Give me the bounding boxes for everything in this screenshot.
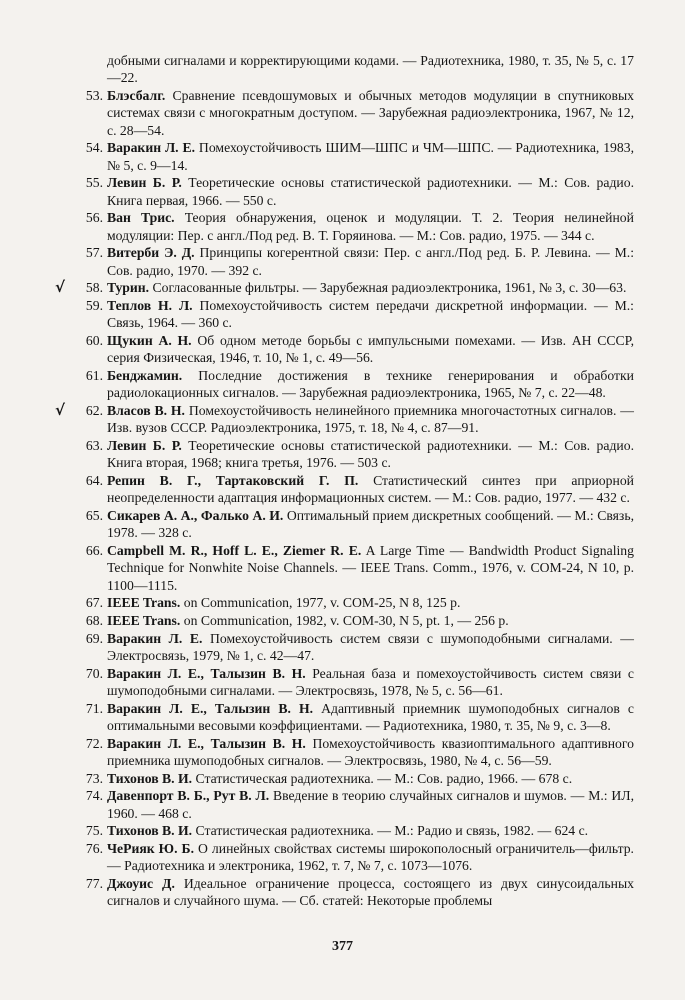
reference-item bbox=[85, 297, 634, 332]
reference-item bbox=[85, 507, 634, 542]
reference-item bbox=[55, 401, 634, 437]
reference-text: О линейных свойствах системы широкополосный ограничитель—фильтр. — Радиотехника и электроника, 1962, т. 7, № 7, с. 1073—1076. bbox=[107, 840, 634, 874]
reference-number: 67. bbox=[85, 595, 103, 611]
reference-author: Сикарев А. А., Фалько А. И. bbox=[107, 508, 284, 523]
reference-number: 74. bbox=[85, 788, 103, 804]
reference-number: 70. bbox=[85, 665, 103, 681]
reference-continuation bbox=[107, 52, 634, 87]
reference-text: on Communication, 1982, v. COM-30, N 5, pt. 1, — 256 p. bbox=[180, 613, 509, 628]
reference-item bbox=[85, 875, 634, 910]
reference-item bbox=[85, 174, 634, 209]
reference-item bbox=[85, 700, 634, 735]
reference-author: Джоуис Д. bbox=[107, 875, 175, 891]
reference-text: Помехоустойчивость систем связи с шумоподобными сигналами. — Электросвязь, 1979, № 1, с. 42—47. bbox=[107, 630, 634, 663]
reference-author: ЧеРияк Ю. Б. bbox=[107, 840, 194, 856]
reference-item bbox=[85, 594, 634, 611]
reference-author: Campbell M. R., Hoff L. E., Ziemer R. E. bbox=[107, 543, 362, 558]
reference-author: Левин Б. Р. bbox=[107, 175, 182, 191]
reference-item bbox=[85, 665, 634, 700]
reference-number: 62. bbox=[85, 403, 103, 418]
reference-number: 58. bbox=[85, 280, 103, 296]
reference-list bbox=[0, 52, 685, 910]
reference-number: 63. bbox=[85, 438, 103, 453]
reference-author: Варакин Л. Е., Талызин В. Н. bbox=[107, 700, 314, 716]
reference-author: Тихонов В. И. bbox=[107, 823, 193, 839]
reference-text: Статистический синтез при априорной неопределенности адаптация информационных систем. — М.: Сов. радио, 1977. — 432 с. bbox=[107, 473, 634, 506]
reference-text: A Large Time — Bandwidth Product Signaling Technique for Nonwhite Noise Channels. — IEEE Trans. Comm., 1976, v. COM-24, N 10, p. 1100—1115. bbox=[107, 543, 634, 593]
reference-item bbox=[85, 87, 634, 139]
page-number: 377 bbox=[332, 939, 353, 954]
reference-text: Сравнение псевдошумовых и обычных методов модуляции в спутниковых системах связи с многократным доступом. — Зарубежная радиоэлектроника, 1967, № 12, с. 28—54. bbox=[107, 88, 634, 138]
reference-text: Помехоустойчивость квазиоптимального адаптивного приемника шумоподобных сигналов. — Электросвязь, 1980, № 4, с. 56—59. bbox=[107, 735, 634, 768]
reference-author: Бенджамин. bbox=[107, 368, 183, 383]
reference-text: Оптимальный прием дискретных сообщений. — М.: Связь, 1978. — 328 с. bbox=[107, 508, 634, 541]
reference-author: Турин. bbox=[107, 280, 150, 296]
reference-continuation-text: добными сигналами и корректирующими кодами. — Радиотехника, 1980, т. 35, № 5, с. 17—22. bbox=[107, 53, 634, 86]
reference-text: Введение в теорию случайных сигналов и шумов. — М.: ИЛ, 1960. — 468 с. bbox=[107, 788, 634, 821]
reference-author: Тихонов В. И. bbox=[107, 770, 193, 786]
reference-author: IEEE Trans. bbox=[107, 613, 181, 628]
reference-number: 77. bbox=[85, 875, 103, 891]
reference-number: 54. bbox=[85, 140, 103, 156]
reference-text: Согласованные фильтры. — Зарубежная радиоэлектроника, 1961, № 3, с. 30—63. bbox=[149, 280, 627, 296]
reference-text: Статистическая радиотехника. — М.: Сов. радио, 1966. — 678 с. bbox=[192, 770, 573, 786]
reference-number: 75. bbox=[85, 823, 103, 839]
reference-author: Блэсбалг. bbox=[107, 88, 166, 103]
reference-number: 76. bbox=[85, 840, 103, 856]
reference-text: on Communication, 1977, v. COM-25, N 8, 125 p. bbox=[180, 595, 461, 611]
reference-item bbox=[85, 332, 635, 367]
reference-item bbox=[85, 612, 634, 629]
reference-author: Щукин А. Н. bbox=[107, 333, 192, 348]
reference-number: 66. bbox=[85, 543, 103, 558]
reference-text: Помехоустойчивость ШИМ—ШПС и ЧМ—ШПС. — Радиотехника, 1983, № 5, с. 9—14. bbox=[107, 140, 635, 173]
reference-text: Идеальное ограничение процесса, состоящего из двух синусоидальных сигналов и случайного шума. — Сб. статей: Некоторые проблемы bbox=[107, 875, 634, 909]
reference-number: 60. bbox=[85, 333, 103, 348]
reference-author: Варакин Л. Е. bbox=[107, 630, 203, 646]
reference-text: Теория обнаружения, оценок и модуляции. Т. 2. Теория нелинейной модуляции: Пер. с англ./Под ред. В. Т. Горяинова. — М.: Сов. радио, 1975. — 344 с. bbox=[107, 210, 634, 243]
reference-author: Варакин Л. Е., Талызин В. Н. bbox=[107, 735, 306, 751]
reference-text: Реальная база и помехоустойчивость систем связи с шумоподобными сигналами. — Электросвязь, 1978, № 5, с. 56—61. bbox=[107, 665, 634, 698]
reference-item bbox=[55, 278, 634, 297]
reference-number: 68. bbox=[85, 613, 103, 628]
reference-number: 53. bbox=[85, 88, 103, 103]
reference-item bbox=[85, 630, 634, 665]
reference-number: 55. bbox=[85, 175, 103, 191]
reference-number: 73. bbox=[85, 770, 103, 786]
reference-number: 59. bbox=[85, 298, 103, 313]
reference-item bbox=[85, 244, 635, 279]
reference-author: Власов В. Н. bbox=[107, 403, 185, 418]
reference-text: Статистическая радиотехника. — М.: Радио и связь, 1982. — 624 с. bbox=[192, 823, 589, 839]
reference-number: 56. bbox=[85, 210, 103, 226]
reference-number: 65. bbox=[85, 508, 103, 523]
reference-text: Об одном методе борьбы с импульсными помехами. — Изв. АН СССР, серия Физическая, 1946, т. 10, № 1, с. 49—56. bbox=[107, 333, 635, 366]
handwritten-check-mark: √ bbox=[55, 401, 66, 419]
reference-author: Ван Трис. bbox=[107, 210, 175, 226]
reference-item bbox=[85, 822, 634, 839]
reference-item bbox=[85, 770, 634, 787]
reference-author: Витерби Э. Д. bbox=[107, 245, 195, 261]
reference-item bbox=[85, 840, 634, 875]
reference-number: 61. bbox=[85, 368, 103, 383]
reference-number: 64. bbox=[85, 473, 103, 488]
reference-author: Давенпорт В. Б., Рут В. Л. bbox=[107, 788, 270, 804]
reference-text: Адаптивный приемник шумоподобных сигналов с оптимальными весовыми коэффициентами. — Радиотехника, 1980, т. 35, № 9, с. 3—8. bbox=[107, 700, 634, 733]
reference-item bbox=[85, 787, 634, 822]
reference-text: Теоретические основы статистической радиотехники. — М.: Сов. радио. Книга вторая, 1968; книга третья, 1976. — 503 с. bbox=[107, 438, 634, 471]
reference-author: Теплов Н. Л. bbox=[107, 298, 193, 313]
reference-number: 69. bbox=[85, 630, 103, 646]
reference-number: 57. bbox=[85, 245, 103, 261]
reference-item bbox=[85, 472, 634, 507]
reference-item bbox=[85, 367, 634, 402]
reference-number: 72. bbox=[85, 735, 103, 751]
reference-item bbox=[85, 735, 634, 770]
handwritten-check-mark: √ bbox=[55, 278, 66, 297]
reference-author: IEEE Trans. bbox=[107, 595, 181, 611]
reference-author: Варакин Л. Е. bbox=[107, 140, 196, 156]
reference-text: Последние достижения в технике генерирования и обработки радиолокационных сигналов. — Зарубежная радиоэлектроника, 1965, № 7, с. 22—48. bbox=[107, 368, 634, 401]
reference-item bbox=[85, 542, 634, 594]
reference-author: Левин Б. Р. bbox=[107, 438, 182, 453]
reference-item bbox=[85, 209, 634, 244]
reference-item bbox=[85, 437, 634, 472]
reference-author: Варакин Л. Е., Талызин В. Н. bbox=[107, 665, 306, 681]
reference-item bbox=[85, 139, 635, 174]
reference-text: Теоретические основы статистической радиотехники. — М.: Сов. радио. Книга первая, 1966. — 550 с. bbox=[107, 175, 634, 208]
reference-text: Помехоустойчивость систем передачи дискретной информации. — М.: Связь, 1964. — 360 с. bbox=[107, 298, 634, 331]
reference-author: Репин В. Г., Тартаковский Г. П. bbox=[107, 473, 359, 488]
reference-text: Помехоустойчивость нелинейного приемника многочастотных сигналов. — Изв. вузов СССР. Радиоэлектроника, 1975, т. 18, № 4, с. 87—91. bbox=[107, 403, 634, 436]
reference-number: 71. bbox=[85, 700, 103, 716]
reference-text: Принципы когерентной связи: Пер. с англ./Под ред. Б. Р. Левина. — М.: Сов. радио, 1970. — 392 с. bbox=[107, 245, 635, 278]
